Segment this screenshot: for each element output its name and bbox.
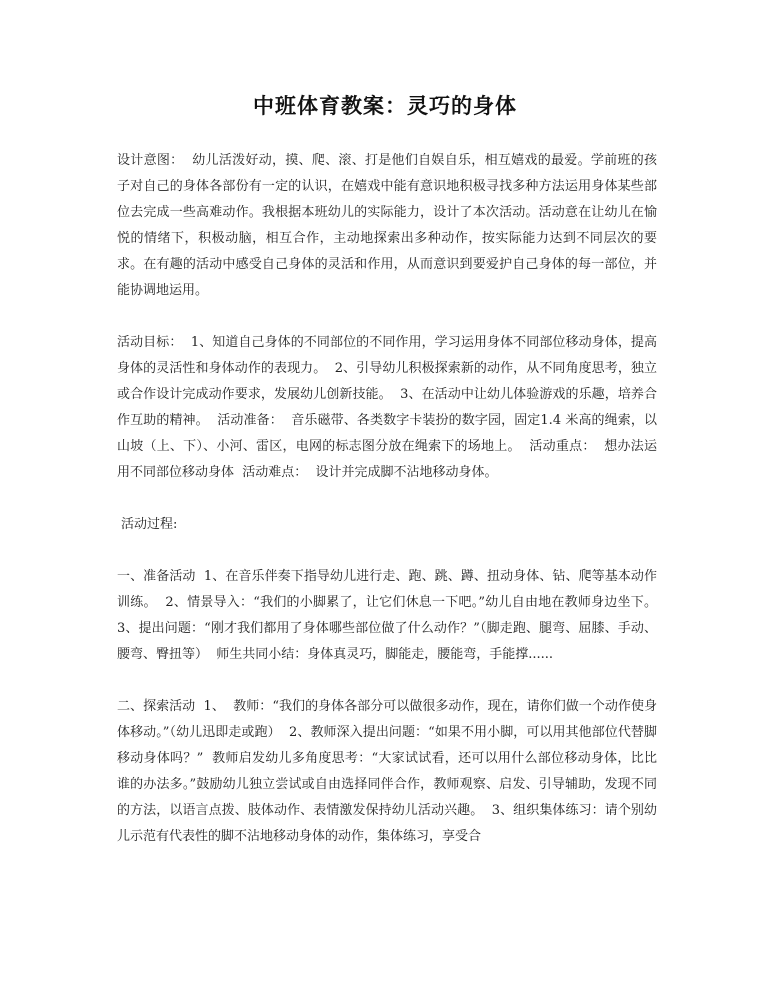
paragraph-exploration-activity: 二、探索活动 1、 教师：“我们的身体各部分可以做很多动作，现在，请你们做一个动作使身体移动。”（幼儿迅即走或跑） 2、教师深入提出问题：“如果不用小脚，可以用其他部位代替脚移动身体吗？” 教师启发幼儿多角度思考：“大家试试看，还可以用什么部位移动身体，比比谁的办法多。”鼓励幼儿独立尝试或自由选择同伴合作，教师观察、启发、引导辅助，发现不同的方法，以语言点拨、肢体动作、表情激发保持幼儿活动兴趣。 3、组织集体练习：请个别幼儿示范有代表性的脚不沾地移动身体的动作，集体练习，享受合	[117, 699, 657, 844]
paragraph-activity-process-heading: 活动过程:	[121, 517, 178, 532]
paragraph-gap	[117, 304, 657, 330]
document-body	[117, 148, 666, 850]
paragraph-design-intent: 设计意图： 幼儿活泼好动，摸、爬、滚、打是他们自娱自乐，相互嬉戏的最爱。学前班的孩子对自己的身体各部份有一定的认识，在嬉戏中能有意识地积极寻找多种方法运用身体某些部位去完成一些高难动作。我根据本班幼儿的实际能力，设计了本次活动。活动意在让幼儿在愉悦的情绪下，积极动脑，相互合作，主动地探索出多种动作，按实际能力达到不同层次的要求。在有趣的活动中感受自己身体的灵活和作用，从而意识到要爱护自己身体的每一部位，并能协调地运用。	[117, 153, 657, 298]
paragraph-warmup-activity: 一、准备活动 1、在音乐伴奏下指导幼儿进行走、跑、跳、蹲、扭动身体、钻、爬等基本动作训练。 2、情景导入：“我们的小脚累了，让它们休息一下吧。”幼儿自由地在教师身边坐下。 3、提出问题：“刚才我们都用了身体哪些部位做了什么动作？”（脚走跑、腿弯、屈膝、手动、腰弯、臀扭等） 师生共同小结：身体真灵巧，脚能走，腰能弯，手能撑......	[117, 569, 666, 662]
paragraph-gap	[117, 486, 657, 512]
paragraph-activity-goals: 活动目标： 1、知道自己身体的不同部位的不同作用，学习运用身体不同部位移动身体，提高身体的灵活性和身体动作的表现力。 2、引导幼儿积极探索新的动作，从不同角度思考，独立或合作设计完成动作要求，发展幼儿创新技能。 3、在活动中让幼儿体验游戏的乐趣，培养合作互助的精神。 活动准备： 音乐磁带、各类数字卡装扮的数字园，固定1.4 米高的绳索，以山坡（上、下）、小河、雷区，电网的标志图分放在绳索下的场地上。 活动重点： 想办法运用不同部位移动身体 活动难点： 设计并完成脚不沾地移动身体。	[117, 335, 657, 480]
document-title: 中班体育教案：灵巧的身体	[253, 93, 517, 118]
paragraph-gap	[117, 538, 657, 564]
paragraph-gap	[117, 668, 657, 694]
